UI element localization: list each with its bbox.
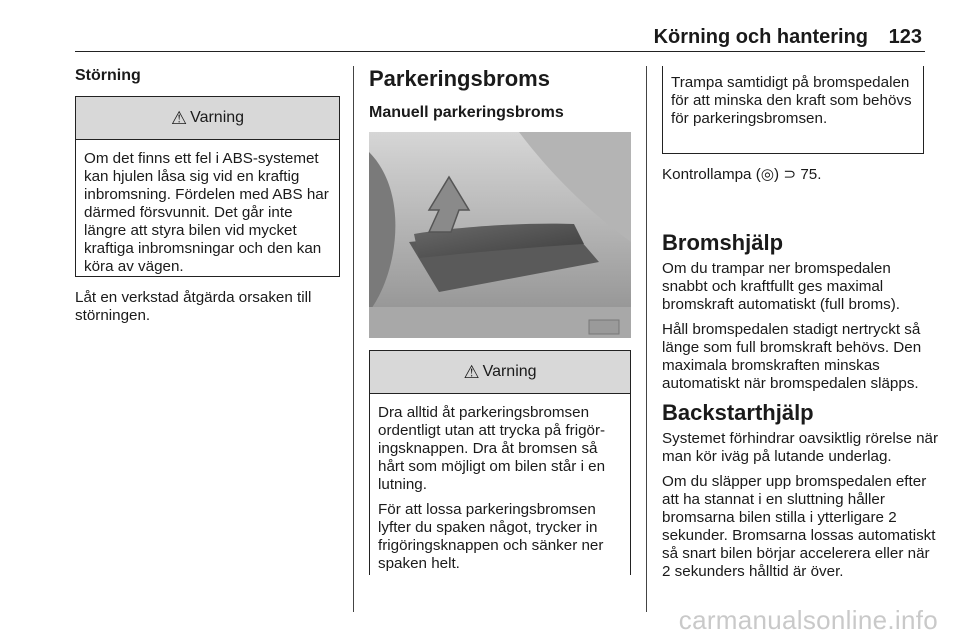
continued-warning-paragraph: Trampa samtidigt på bromspedalen för att minska den kraft som behövs för parkeringsbromsen. [671,74,912,127]
warning-triangle-icon: ⚠ [170,107,188,128]
control-lamp-label: Kontrollampa [662,166,752,183]
page-reference-number[interactable]: 75. [800,166,822,183]
warning-text [76,140,339,291]
subheading-manuell-parkeringsbroms: Manuell parkeringsbroms [369,104,564,121]
warning-paragraph-1: Dra alltid åt parkeringsbromsen ordentligt utan att trycka på frigöringsknappen. Dra åt bromsen så hårt som möjligt om bilen står i en lutning. [378,404,606,493]
section-heading-backstarthjalp: Backstarthjälp [662,400,814,425]
hill-start-text [662,430,940,581]
warning-label: Varning [190,109,245,126]
parking-brake-photo [369,132,631,338]
brake-assist-paragraph-2: Håll bromspedalen stadigt nertryckt så länge som full bromskraft behövs. Den maximala bromskraften minskas automatiskt när bromspedalen släpps. [662,321,922,392]
warning-paragraph: Om det finns ett fel i ABS-systemet kan hjulen låsa sig vid en kraftig inbromsning. Fördelen med ABS har därmed försvunnit. Det går inte längre att styra bilen vid mycket kraftiga inbromsningar och den kan köra av vägen. [84,150,329,275]
warning-header [370,351,630,394]
hill-start-section [662,400,940,588]
warning-paragraph-2: För att lossa parkeringsbromsen lyfter du spaken något, trycker in frigöringsknappen och sänker ner spaken helt. [378,501,604,572]
storning-paragraph [75,289,340,332]
column-divider-1 [353,66,354,612]
page-reference-icon: ⊃ [783,166,797,183]
running-header-title: Körning och hantering [653,26,868,48]
watermark: carmanualsonline.info [678,605,938,635]
warning-text [370,394,630,588]
brake-lamp-icon: (◎) [755,166,780,183]
brake-assist-section [662,230,937,400]
column-1 [75,67,340,85]
control-lamp-ref [662,166,924,184]
brake-assist-text [662,260,937,393]
warning-box-parking-brake [369,350,631,575]
hill-start-paragraph-1: Systemet förhindrar oavsiktlig rörelse när man kör iväg på lutande underlag. [662,430,939,465]
warning-box-abs [75,96,340,277]
warning-header [76,97,339,140]
storning-text: Låt en verkstad åtgärda orsaken till störningen. [75,289,312,324]
brake-assist-paragraph-1: Om du trampar ner bromspedalen snabbt och kraftfullt ges maximal bromskraft automatiskt (full broms). [662,260,900,313]
section-heading-parkeringsbroms: Parkeringsbroms [369,66,550,91]
parking-brake-illustration [369,132,631,338]
continued-warning-box [662,66,924,154]
continued-warning-text [663,66,923,143]
section-heading-storning: Störning [75,67,141,84]
column-divider-2 [646,66,647,612]
warning-triangle-icon: ⚠ [463,361,480,382]
warning-label: Varning [482,363,537,380]
hill-start-paragraph-2: Om du släpper upp bromspedalen efter att ha stannat i en sluttning håller bromsarna bilen stilla i ytterligare 2 sekunder. Bromsarna lossas automatiskt så snart bilen börjar accelerera eller när 2 sekunders hålltid är över. [662,473,936,580]
page-number: 123 [888,26,922,48]
header-divider [75,51,925,52]
column-2 [369,66,631,122]
section-heading-bromshjalp: Bromshjälp [662,230,784,255]
